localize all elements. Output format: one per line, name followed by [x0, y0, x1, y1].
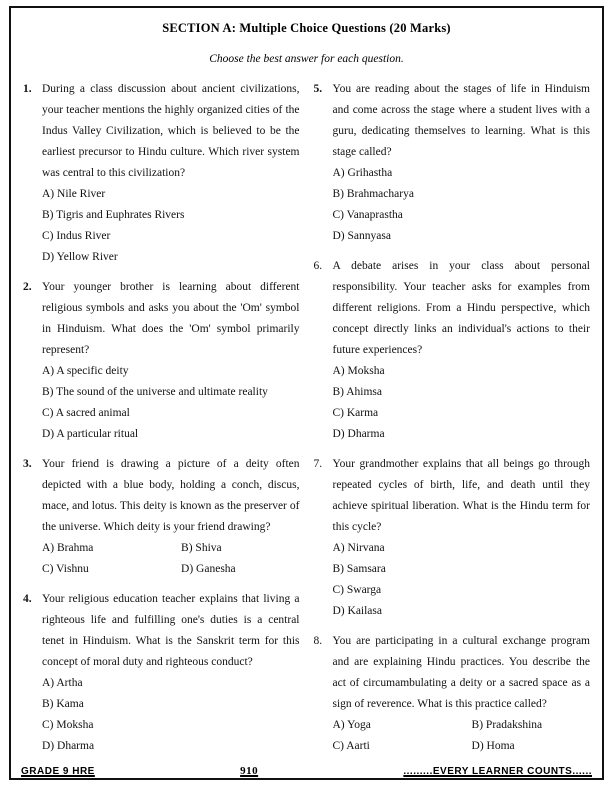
footer-page-number: 910 [240, 765, 259, 777]
options-list [333, 538, 591, 622]
option: C) Vanaprastha [332, 209, 403, 221]
question-text: You are reading about the stages of life in Hinduism and come across the stage where a student lives with a guru, dedicating themselves to learning. What is this stage called? [332, 83, 590, 158]
option: C) Aarti [332, 740, 370, 752]
options-list [42, 361, 300, 445]
option: D) Sannyasa [332, 230, 391, 242]
option: C) Swarga [332, 584, 382, 596]
option: C) Indus River [42, 230, 111, 242]
option: A) A specific deity [42, 365, 129, 377]
options-list [333, 715, 591, 757]
option: C) Vishnu [42, 563, 89, 575]
options-list [333, 361, 591, 445]
question [23, 277, 300, 445]
question-body [42, 277, 300, 445]
option: A) Yoga [332, 719, 371, 731]
question [314, 79, 591, 247]
question-number: 8. [313, 635, 323, 647]
option: D) Dharma [332, 428, 385, 440]
option: B) Tigris and Euphrates Rivers [42, 209, 185, 221]
question [23, 589, 300, 757]
question-text: Your grandmother explains that all beings go through repeated cycles of birth, life, and death until they achieve spiritual liberation. What is the Hindu term for this cycle? [332, 458, 590, 533]
question-number: 4. [23, 593, 32, 605]
question-text: Your younger brother is learning about different religious symbols and asks you about the 'Om' symbol in Hinduism. What does the 'Om' symbol primarily represent? [42, 281, 300, 356]
header [11, 8, 602, 65]
question-number: 6. [313, 260, 323, 272]
question [23, 454, 300, 580]
question-body [42, 589, 300, 757]
option: B) Ahimsa [332, 386, 383, 398]
right-column [314, 79, 591, 766]
option: C) Karma [332, 407, 379, 419]
instruction-text: Choose the best answer for each question. [209, 53, 404, 65]
option: C) Moksha [42, 719, 94, 731]
option: A) Brahma [42, 542, 94, 554]
question [23, 79, 300, 268]
question-number: 2. [23, 281, 32, 293]
question-number: 1. [23, 83, 32, 95]
question-body [333, 454, 591, 622]
question-columns [11, 65, 602, 766]
question-number: 7. [313, 458, 323, 470]
option: D) Homa [471, 740, 515, 752]
option: D) Kailasa [332, 605, 382, 617]
option: D) Dharma [42, 740, 95, 752]
question-text: Your religious education teacher explains that living a righteous life and fulfilling one's duties is a central tenet in Hinduism. What is the Sanskrit term for this concept of moral duty and righteous conduct? [42, 593, 300, 668]
question-text: Your friend is drawing a picture of a deity often depicted with a blue body, holding a conch, discus, mace, and lotus. This deity is known as the preserver of the universe. Which deity is your friend drawing? [42, 458, 300, 533]
option: A) Moksha [332, 365, 385, 377]
question-text: You are participating in a cultural exchange program and are explaining Hindu practices. You describe the act of circumambulating a deity or a sacred space as a sign of reverence. What is this practice called? [332, 635, 590, 710]
options-list [42, 673, 300, 757]
footer-motto: .........EVERY LEARNER COUNTS...... [403, 766, 592, 777]
footer [21, 765, 592, 777]
question-text: During a class discussion about ancient civilizations, your teacher mentions the highly organized cities of the Indus Valley Civilization, which is believed to be the earliest precursor to Hindu culture. Which river system was central to this civilization? [42, 83, 300, 179]
options-list [42, 184, 300, 268]
option: C) A sacred animal [42, 407, 130, 419]
option: A) Grihastha [332, 167, 393, 179]
question [314, 631, 591, 757]
section-title: SECTION A: Multiple Choice Questions (20 Marks) [162, 21, 451, 35]
option: D) Yellow River [42, 251, 118, 263]
option: B) Kama [42, 698, 84, 710]
page-border-frame [9, 6, 604, 780]
left-column [23, 79, 300, 766]
option: B) Brahmacharya [332, 188, 414, 200]
option: B) Samsara [332, 563, 386, 575]
option: B) The sound of the universe and ultimate reality [42, 386, 268, 398]
question-body [333, 79, 591, 247]
option: A) Artha [42, 677, 83, 689]
options-list [333, 163, 591, 247]
question-body [333, 256, 591, 445]
question-number: 3. [23, 458, 32, 470]
option: D) A particular ritual [42, 428, 139, 440]
option: D) Ganesha [181, 563, 236, 575]
options-list [42, 538, 300, 580]
question-text: A debate arises in your class about personal responsibility. Your teacher asks for examples from different religions. From a Hindu perspective, which concept directly links an individual's actions to their future experiences? [332, 260, 590, 356]
option: A) Nile River [42, 188, 106, 200]
question-number: 5. [313, 83, 323, 95]
option: A) Nirvana [332, 542, 385, 554]
question [314, 256, 591, 445]
question-body [42, 79, 300, 268]
question-body [42, 454, 300, 580]
option: B) Pradakshina [471, 719, 543, 731]
option: B) Shiva [181, 542, 222, 554]
question [314, 454, 591, 622]
footer-grade-label: GRADE 9 HRE [21, 766, 95, 777]
question-body [333, 631, 591, 757]
